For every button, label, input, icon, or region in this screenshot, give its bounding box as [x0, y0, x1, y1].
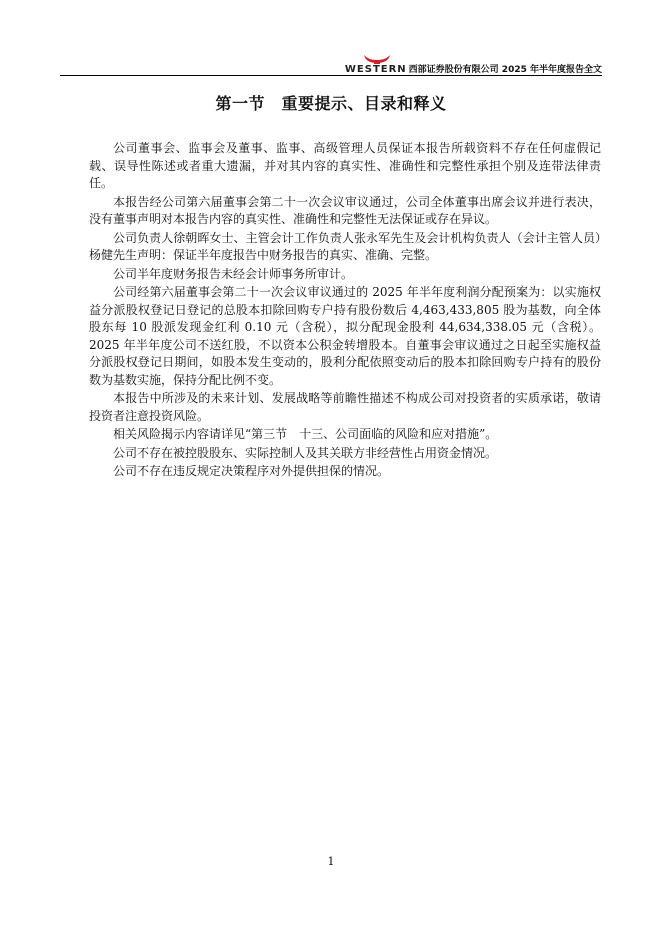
- paragraph-board-approval: 本报告经公司第六届董事会第二十一次会议审议通过，公司全体董事出席会议并进行表决，没有董事声明对本报告内容的真实性、准确性和完整性无法保证或存在异议。: [89, 194, 601, 226]
- header-title: 西部证券股份有限公司 2025 年半年度报告全文: [408, 65, 602, 75]
- header-brand: [345, 62, 602, 75]
- paragraph-assurance: 公司董事会、监事会及董事、监事、高级管理人员保证本报告所载资料不存在任何虚假记载、误导性陈述或者重大遗漏，并对其内容的真实性、准确性和完整性承担个别及连带法律责任。: [89, 141, 601, 190]
- paragraph-guarantee: 公司不存在违反规定决策程序对外提供担保的情况。: [113, 464, 390, 478]
- paragraph-risk-reference: 相关风险揭示内容请详见“第三节 十三、公司面临的风险和应对措施”。: [113, 427, 498, 441]
- company-logo: [345, 64, 407, 75]
- document-body: [89, 140, 601, 482]
- paragraph-fund-occupation: 公司不存在被控股股东、实际控制人及其关联方非经营性占用资金情况。: [113, 445, 498, 460]
- paragraph-responsible-persons: 公司负责人徐朝晖女士、主管会计工作负责人张永军先生及会计机构负责人（会计主管人员）杨健先生声明：保证半年度报告中财务报告的真实、准确、完整。: [89, 230, 601, 262]
- section-title: 第一节 重要提示、目录和释义: [215, 94, 447, 113]
- paragraph-forward-looking: 本报告中所涉及的未来计划、发展战略等前瞻性描述不构成公司对投资者的实质承诺，敬请投资者注意投资风险。: [89, 391, 601, 423]
- paragraph-profit-distribution: 公司经第六届董事会第二十一次会议审议通过的 2025 年半年度利润分配预案为：以实施权益分派股权登记日登记的总股本扣除回购专户持有股份数后 4,463,433,805 股为基数，向全体股东每 10 股派发现金红利 0.10 元（含税），拟分配现金股利 44,634,338.05 元（含税）。2025 年半年度公司不送红股，不以资本公积金转增股本。自董事会审议通过之日起至实施权益分派股权登记日期间，如股本发生变动的，股利分配依照变动后的股本扣除回购专户持有的股份数为基数实施，保持分配比例不变。: [89, 285, 601, 387]
- page-number: 1: [327, 855, 335, 868]
- header-divider: [60, 75, 602, 76]
- logo-text: WESTERN: [344, 64, 407, 75]
- paragraph-audit-status: 公司半年度财务报告未经会计师事务所审计。: [113, 266, 354, 281]
- page-header: [60, 48, 602, 76]
- bull-horns-logo-icon: [362, 53, 392, 65]
